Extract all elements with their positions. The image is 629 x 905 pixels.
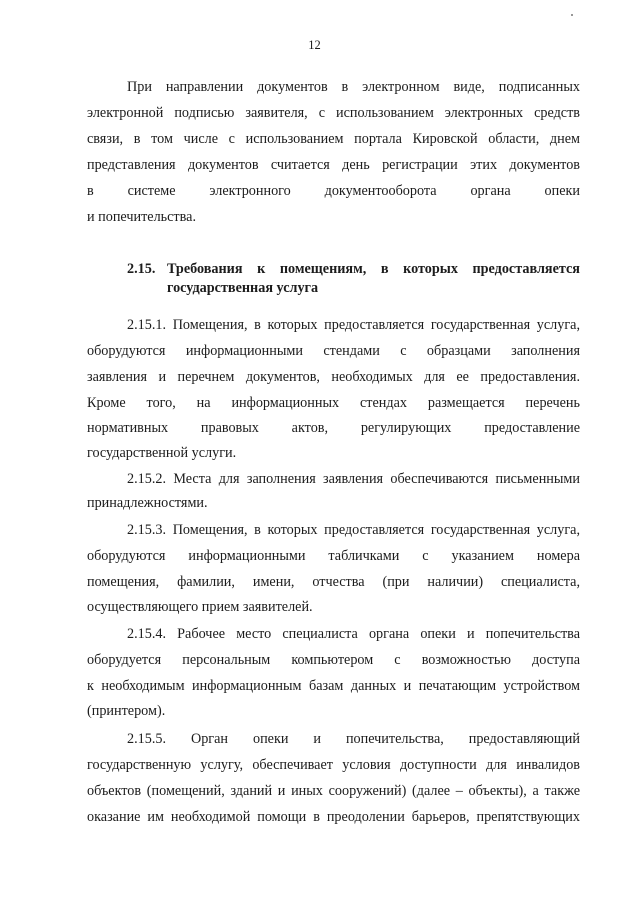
intro-line-4: представления документов считается день регистрации этих документов [87, 157, 580, 173]
p5-line-2: государственную услугу, обеспечивает условия доступности для инвалидов [87, 757, 580, 773]
p3-line-4: осуществляющего прием заявителей. [87, 599, 313, 615]
p2-line-2: принадлежностями. [87, 495, 208, 511]
p5-line-4: оказание им необходимой помощи в преодолении барьеров, препятствующих [87, 809, 580, 825]
p2-line-1: 2.15.2. Места для заполнения заявления обеспечиваются письменными [127, 471, 580, 487]
section-title-line-1: Требования к помещениям, в которых предоставляется [167, 261, 580, 277]
p4-line-1: 2.15.4. Рабочее место специалиста органа опеки и попечительства [127, 626, 580, 642]
intro-line-6: и попечительства. [87, 209, 196, 225]
scan-speck [571, 14, 573, 16]
p4-line-3: к необходимым информационным базам данных и печатающим устройством [87, 678, 580, 694]
p4-line-2: оборудуется персональным компьютером с возможностью доступа [87, 652, 580, 668]
p1-line-6: государственной услуги. [87, 445, 237, 461]
p1-line-4: Кроме того, на информационных стендах размещается перечень [87, 395, 580, 411]
p5-line-1: 2.15.5. Орган опеки и попечительства, предоставляющий [127, 731, 580, 747]
p3-line-1: 2.15.3. Помещения, в которых предоставляется государственная услуга, [127, 522, 580, 538]
p5-line-3: объектов (помещений, зданий и иных сооружений) (далее – объекты), а также [87, 783, 580, 799]
p3-line-3: помещения, фамилии, имени, отчества (при наличии) специалиста, [87, 574, 580, 590]
p1-line-1: 2.15.1. Помещения, в которых предоставляется государственная услуга, [127, 317, 580, 333]
p1-line-5: нормативных правовых актов, регулирующих предоставление [87, 420, 580, 436]
section-number: 2.15. [127, 261, 156, 277]
intro-line-5: в системе электронного документооборота органа опеки [87, 183, 580, 199]
intro-line-1: При направлении документов в электронном виде, подписанных [127, 79, 580, 95]
intro-line-2: электронной подписью заявителя, с использованием электронных средств [87, 105, 580, 121]
page-number: 12 [308, 38, 321, 52]
intro-line-3: связи, в том числе с использованием портала Кировской области, днем [87, 131, 580, 147]
p1-line-3: заявления и перечнем документов, необходимых для ее предоставления. [87, 369, 580, 385]
p3-line-2: оборудуются информационными табличками с указанием номера [87, 548, 580, 564]
section-title-line-2: государственная услуга [167, 280, 319, 296]
p4-line-4: (принтером). [87, 703, 166, 719]
p1-line-2: оборудуются информационными стендами с образцами заполнения [87, 343, 580, 359]
